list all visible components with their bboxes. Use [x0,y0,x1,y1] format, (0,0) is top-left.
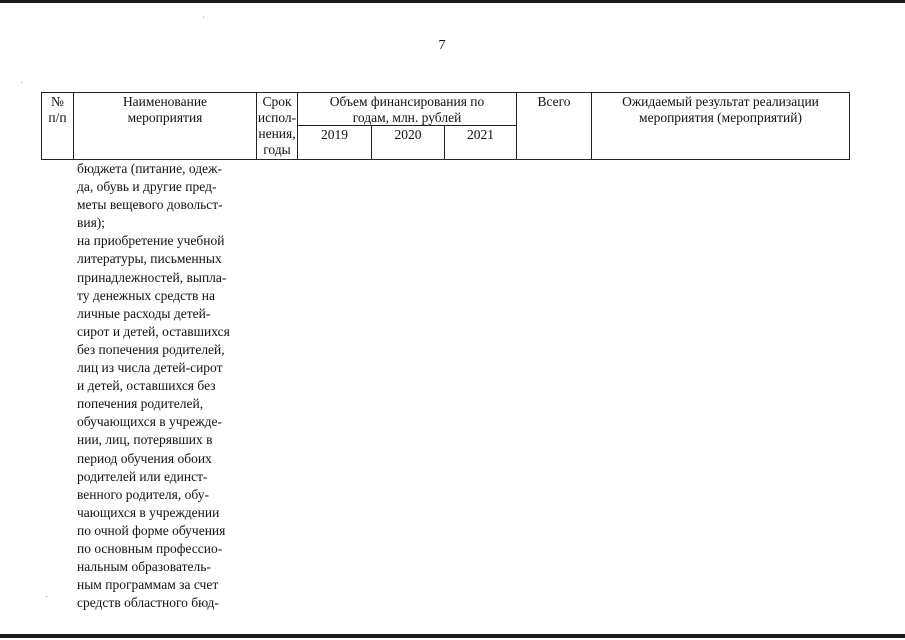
header-funding [298,94,516,126]
bottom-scan-border [0,634,905,638]
header-term-line: Срок [262,94,292,109]
description-line: и детей, оставшихся без [77,378,216,394]
header-name-line: Наименование [122,94,208,109]
description-line: ту денежных средств на [77,287,215,303]
description-line: меты вещевого довольст- [77,197,223,213]
activity-description [77,160,249,612]
header-year-2020: 2020 [394,127,422,142]
description-line: нии, лиц, потерявших в [77,432,213,448]
description-line: по основным профессио- [77,540,223,556]
scan-speck [203,17,204,18]
header-funding-line: годам, млн. рублей [352,110,462,125]
header-term-line: испол- [257,110,297,125]
header-term-line: годы [263,142,291,157]
description-line: сирот и детей, оставшихся [77,323,230,339]
description-line: да, обувь и другие пред- [77,179,217,195]
description-line: обучающихся в учрежде- [77,414,222,430]
scan-speck [46,596,47,597]
description-line: личные расходы детей- [77,305,211,321]
description-line: бюджета (питание, одеж- [77,161,222,176]
header-term-line: нения, [258,126,296,141]
top-scan-border [0,0,905,3]
header-number-line: № [51,94,64,109]
page-number: 7 [438,38,446,53]
header-expected-result [592,94,849,126]
header-number [42,94,73,126]
description-line: попечения родителей, [77,396,204,412]
description-line: ным программам за счет [77,577,219,593]
description-line: литературы, письменных [77,251,222,267]
header-funding-line: Объем финансирования по [329,94,485,109]
description-line: родителей или единст- [77,468,208,484]
header-name-line: мероприятия [127,110,203,125]
description-line: без попечения родителей, [77,341,225,357]
table-header [41,92,850,160]
description-line: период обучения обоих [77,450,212,466]
header-number-line: п/п [48,110,67,125]
scan-speck [21,82,22,83]
description-line: средств областного бюд- [77,595,219,611]
description-line: венного родителя, обу- [77,486,209,502]
description-line: принадлежностей, выпла- [77,269,227,285]
header-year-2019: 2019 [321,127,348,142]
header-total: Всего [537,94,571,109]
description-line: по очной форме обучения [77,522,226,538]
header-year-2021: 2021 [467,127,494,142]
description-line: вия); [77,215,106,231]
header-result-line: мероприятия (мероприятий) [639,110,802,125]
header-result-line: Ожидаемый результат реализации [622,94,819,109]
description-line: чающихся в учреждении [77,504,220,520]
header-name [74,94,256,126]
header-term [257,94,297,158]
description-line: нальным образователь- [77,559,211,575]
description-line: лиц из числа детей-сирот [77,360,223,376]
table-border-right [849,92,850,160]
table-border-top [41,92,850,93]
description-line: на приобретение учебной [77,233,225,249]
